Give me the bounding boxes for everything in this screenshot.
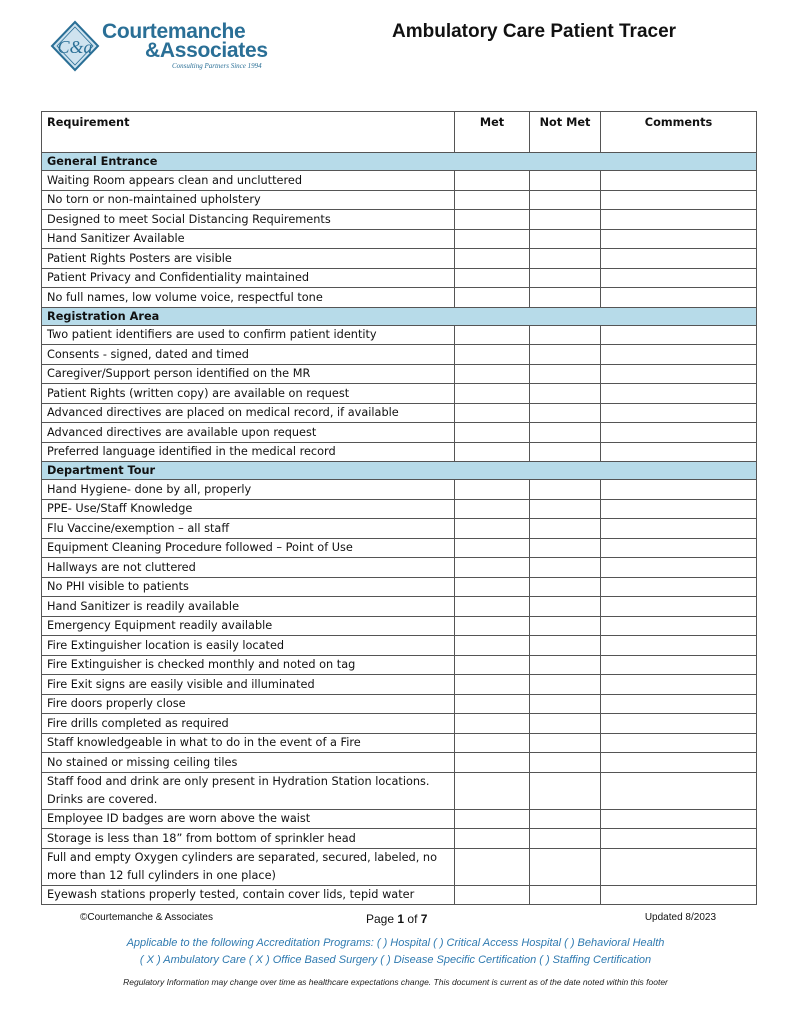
not-met-cell[interactable] <box>530 772 601 809</box>
met-cell[interactable] <box>455 325 530 345</box>
table-row <box>42 268 757 288</box>
requirement-cell: Patient Privacy and Confidentiality maintained <box>42 268 455 288</box>
logo-name-line2: &Associates <box>145 39 268 62</box>
not-met-cell[interactable] <box>530 229 601 249</box>
met-cell[interactable] <box>455 597 530 617</box>
table-row <box>42 442 757 462</box>
requirement-cell: Eyewash stations properly tested, contain cover lids, tepid water <box>42 885 455 905</box>
table-row <box>42 772 757 809</box>
comments-cell[interactable] <box>601 694 757 714</box>
comments-cell[interactable] <box>601 538 757 558</box>
table-row <box>42 655 757 675</box>
not-met-cell[interactable] <box>530 423 601 443</box>
table-row <box>42 364 757 384</box>
requirement-cell: PPE- Use/Staff Knowledge <box>42 499 455 519</box>
logo-diamond-icon <box>50 20 100 72</box>
comments-cell[interactable] <box>601 829 757 849</box>
table-row <box>42 616 757 636</box>
met-cell[interactable] <box>455 171 530 191</box>
comments-cell[interactable] <box>601 519 757 539</box>
column-header-comments: Comments <box>601 112 757 153</box>
requirement-cell: Hand Sanitizer Available <box>42 229 455 249</box>
met-cell[interactable] <box>455 809 530 829</box>
table-row <box>42 403 757 423</box>
not-met-cell[interactable] <box>530 675 601 695</box>
requirement-cell: No torn or non-maintained upholstery <box>42 190 455 210</box>
table-row <box>42 345 757 365</box>
met-cell[interactable] <box>455 442 530 462</box>
met-cell[interactable] <box>455 364 530 384</box>
comments-cell[interactable] <box>601 190 757 210</box>
comments-cell[interactable] <box>601 288 757 308</box>
comments-cell[interactable] <box>601 268 757 288</box>
requirement-cell: No stained or missing ceiling tiles <box>42 753 455 773</box>
comments-cell[interactable] <box>601 364 757 384</box>
not-met-cell[interactable] <box>530 499 601 519</box>
requirement-cell: Fire Extinguisher location is easily located <box>42 636 455 656</box>
accreditation-programs-line1: Applicable to the following Accreditation Programs: ( ) Hospital ( ) Critical Access Hospital ( ) Behavioral Health <box>126 937 665 949</box>
not-met-cell[interactable] <box>530 809 601 829</box>
requirement-cell: Fire Extinguisher is checked monthly and noted on tag <box>42 655 455 675</box>
not-met-cell[interactable] <box>530 288 601 308</box>
requirement-cell: Emergency Equipment readily available <box>42 616 455 636</box>
met-cell[interactable] <box>455 694 530 714</box>
met-cell[interactable] <box>455 714 530 734</box>
table-row <box>42 809 757 829</box>
met-cell[interactable] <box>455 288 530 308</box>
table-row <box>42 423 757 443</box>
comments-cell[interactable] <box>601 558 757 578</box>
met-cell[interactable] <box>455 229 530 249</box>
not-met-cell[interactable] <box>530 519 601 539</box>
comments-cell[interactable] <box>601 597 757 617</box>
table-row <box>42 249 757 269</box>
requirement-cell: Storage is less than 18” from bottom of sprinkler head <box>42 829 455 849</box>
met-cell[interactable] <box>455 384 530 404</box>
met-cell[interactable] <box>455 190 530 210</box>
not-met-cell[interactable] <box>530 577 601 597</box>
requirement-cell: Designed to meet Social Distancing Requirements <box>42 210 455 230</box>
requirement-cell: Patient Rights Posters are visible <box>42 249 455 269</box>
section-row <box>42 307 757 325</box>
footer-updated-date: Updated 8/2023 <box>644 912 716 923</box>
not-met-cell[interactable] <box>530 190 601 210</box>
requirement-cell: Patient Rights (written copy) are available on request <box>42 384 455 404</box>
not-met-cell[interactable] <box>530 249 601 269</box>
requirement-cell: Equipment Cleaning Procedure followed – Point of Use <box>42 538 455 558</box>
requirement-cell: Two patient identifiers are used to confirm patient identity <box>42 325 455 345</box>
comments-cell[interactable] <box>601 655 757 675</box>
table-row <box>42 229 757 249</box>
company-logo <box>50 20 280 75</box>
comments-cell[interactable] <box>601 171 757 191</box>
not-met-cell[interactable] <box>530 442 601 462</box>
met-cell[interactable] <box>455 499 530 519</box>
footer-page-number <box>366 912 427 926</box>
comments-cell[interactable] <box>601 675 757 695</box>
table-row <box>42 480 757 500</box>
met-cell[interactable] <box>455 345 530 365</box>
not-met-cell[interactable] <box>530 403 601 423</box>
met-cell[interactable] <box>455 268 530 288</box>
table-row <box>42 675 757 695</box>
not-met-cell[interactable] <box>530 753 601 773</box>
comments-cell[interactable] <box>601 772 757 809</box>
met-cell[interactable] <box>455 558 530 578</box>
comments-cell[interactable] <box>601 423 757 443</box>
table-row <box>42 694 757 714</box>
section-heading: Department Tour <box>42 462 757 480</box>
requirement-cell: Hallways are not cluttered <box>42 558 455 578</box>
table-row <box>42 171 757 191</box>
requirement-cell: Flu Vaccine/exemption – all staff <box>42 519 455 539</box>
table-row <box>42 733 757 753</box>
met-cell[interactable] <box>455 519 530 539</box>
comments-cell[interactable] <box>601 753 757 773</box>
not-met-cell[interactable] <box>530 480 601 500</box>
met-cell[interactable] <box>455 403 530 423</box>
not-met-cell[interactable] <box>530 268 601 288</box>
table-row <box>42 597 757 617</box>
requirement-cell: Staff food and drink are only present in Hydration Station locations. Drinks are covered. <box>42 772 455 809</box>
page-total: 7 <box>420 912 428 926</box>
section-row <box>42 153 757 171</box>
table-row <box>42 519 757 539</box>
table-header-row <box>42 112 757 153</box>
table-row <box>42 714 757 734</box>
met-cell[interactable] <box>455 423 530 443</box>
met-cell[interactable] <box>455 753 530 773</box>
not-met-cell[interactable] <box>530 694 601 714</box>
table-row <box>42 636 757 656</box>
met-cell[interactable] <box>455 885 530 905</box>
comments-cell[interactable] <box>601 229 757 249</box>
met-cell[interactable] <box>455 772 530 809</box>
comments-cell[interactable] <box>601 325 757 345</box>
not-met-cell[interactable] <box>530 636 601 656</box>
comments-cell[interactable] <box>601 480 757 500</box>
met-cell[interactable] <box>455 249 530 269</box>
not-met-cell[interactable] <box>530 558 601 578</box>
not-met-cell[interactable] <box>530 733 601 753</box>
met-cell[interactable] <box>455 848 530 885</box>
comments-cell[interactable] <box>601 403 757 423</box>
section-row <box>42 462 757 480</box>
tracer-checklist-table <box>41 111 757 905</box>
not-met-cell[interactable] <box>530 848 601 885</box>
not-met-cell[interactable] <box>530 538 601 558</box>
not-met-cell[interactable] <box>530 364 601 384</box>
comments-cell[interactable] <box>601 733 757 753</box>
requirement-cell: Hand Hygiene- done by all, properly <box>42 480 455 500</box>
requirement-cell: Fire Exit signs are easily visible and illuminated <box>42 675 455 695</box>
page-of: of <box>407 912 418 926</box>
requirement-cell: Hand Sanitizer is readily available <box>42 597 455 617</box>
requirement-cell: Advanced directives are placed on medical record, if available <box>42 403 455 423</box>
table-row <box>42 288 757 308</box>
column-header-met: Met <box>455 112 530 153</box>
not-met-cell[interactable] <box>530 597 601 617</box>
requirement-cell: Fire doors properly close <box>42 694 455 714</box>
logo-tagline: Consulting Partners Since 1994 <box>172 62 262 70</box>
logo-monogram: C&a <box>57 37 93 57</box>
section-heading: Registration Area <box>42 307 757 325</box>
requirement-cell: No full names, low volume voice, respectful tone <box>42 288 455 308</box>
requirement-cell: Waiting Room appears clean and uncluttered <box>42 171 455 191</box>
regulatory-note: Regulatory Information may change over time as healthcare expectations change. This document is current as of the date noted within this footer <box>123 977 668 987</box>
comments-cell[interactable] <box>601 848 757 885</box>
table-row <box>42 848 757 885</box>
accreditation-programs-line2: ( X ) Ambulatory Care ( X ) Office Based Surgery ( ) Disease Specific Certification ( ) Staffing Certification <box>139 954 652 966</box>
met-cell[interactable] <box>455 616 530 636</box>
requirement-cell: No PHI visible to patients <box>42 577 455 597</box>
table-row <box>42 499 757 519</box>
document-title: Ambulatory Care Patient Tracer <box>392 21 677 42</box>
logo-name-line1: Courtemanche <box>102 20 246 43</box>
requirement-cell: Advanced directives are available upon request <box>42 423 455 443</box>
not-met-cell[interactable] <box>530 829 601 849</box>
table-row <box>42 558 757 578</box>
not-met-cell[interactable] <box>530 171 601 191</box>
not-met-cell[interactable] <box>530 210 601 230</box>
not-met-cell[interactable] <box>530 655 601 675</box>
page-current: 1 <box>397 912 405 926</box>
not-met-cell[interactable] <box>530 325 601 345</box>
table-row <box>42 829 757 849</box>
requirement-cell: Fire drills completed as required <box>42 714 455 734</box>
met-cell[interactable] <box>455 538 530 558</box>
table-row <box>42 384 757 404</box>
table-body <box>42 153 757 905</box>
table-row <box>42 210 757 230</box>
table-row <box>42 325 757 345</box>
comments-cell[interactable] <box>601 210 757 230</box>
met-cell[interactable] <box>455 480 530 500</box>
requirement-cell: Caregiver/Support person identified on the MR <box>42 364 455 384</box>
table-row <box>42 538 757 558</box>
comments-cell[interactable] <box>601 577 757 597</box>
page-prefix: Page <box>366 912 395 926</box>
requirement-cell: Staff knowledgeable in what to do in the event of a Fire <box>42 733 455 753</box>
comments-cell[interactable] <box>601 636 757 656</box>
met-cell[interactable] <box>455 675 530 695</box>
not-met-cell[interactable] <box>530 885 601 905</box>
met-cell[interactable] <box>455 636 530 656</box>
not-met-cell[interactable] <box>530 616 601 636</box>
footer-copyright: ©Courtemanche & Associates <box>80 912 213 923</box>
met-cell[interactable] <box>455 210 530 230</box>
requirement-cell: Preferred language identified in the medical record <box>42 442 455 462</box>
met-cell[interactable] <box>455 733 530 753</box>
section-heading: General Entrance <box>42 153 757 171</box>
not-met-cell[interactable] <box>530 714 601 734</box>
not-met-cell[interactable] <box>530 384 601 404</box>
table-row <box>42 753 757 773</box>
met-cell[interactable] <box>455 577 530 597</box>
comments-cell[interactable] <box>601 499 757 519</box>
comments-cell[interactable] <box>601 249 757 269</box>
comments-cell[interactable] <box>601 616 757 636</box>
column-header-requirement: Requirement <box>42 112 455 153</box>
comments-cell[interactable] <box>601 809 757 829</box>
comments-cell[interactable] <box>601 714 757 734</box>
comments-cell[interactable] <box>601 384 757 404</box>
met-cell[interactable] <box>455 655 530 675</box>
comments-cell[interactable] <box>601 345 757 365</box>
table-row <box>42 885 757 905</box>
comments-cell[interactable] <box>601 885 757 905</box>
not-met-cell[interactable] <box>530 345 601 365</box>
requirement-cell: Full and empty Oxygen cylinders are separated, secured, labeled, no more than 12 full cylinders in one place) <box>42 848 455 885</box>
requirement-cell: Employee ID badges are worn above the waist <box>42 809 455 829</box>
comments-cell[interactable] <box>601 442 757 462</box>
table-row <box>42 577 757 597</box>
column-header-not-met: Not Met <box>530 112 601 153</box>
requirement-cell: Consents - signed, dated and timed <box>42 345 455 365</box>
met-cell[interactable] <box>455 829 530 849</box>
table-row <box>42 190 757 210</box>
